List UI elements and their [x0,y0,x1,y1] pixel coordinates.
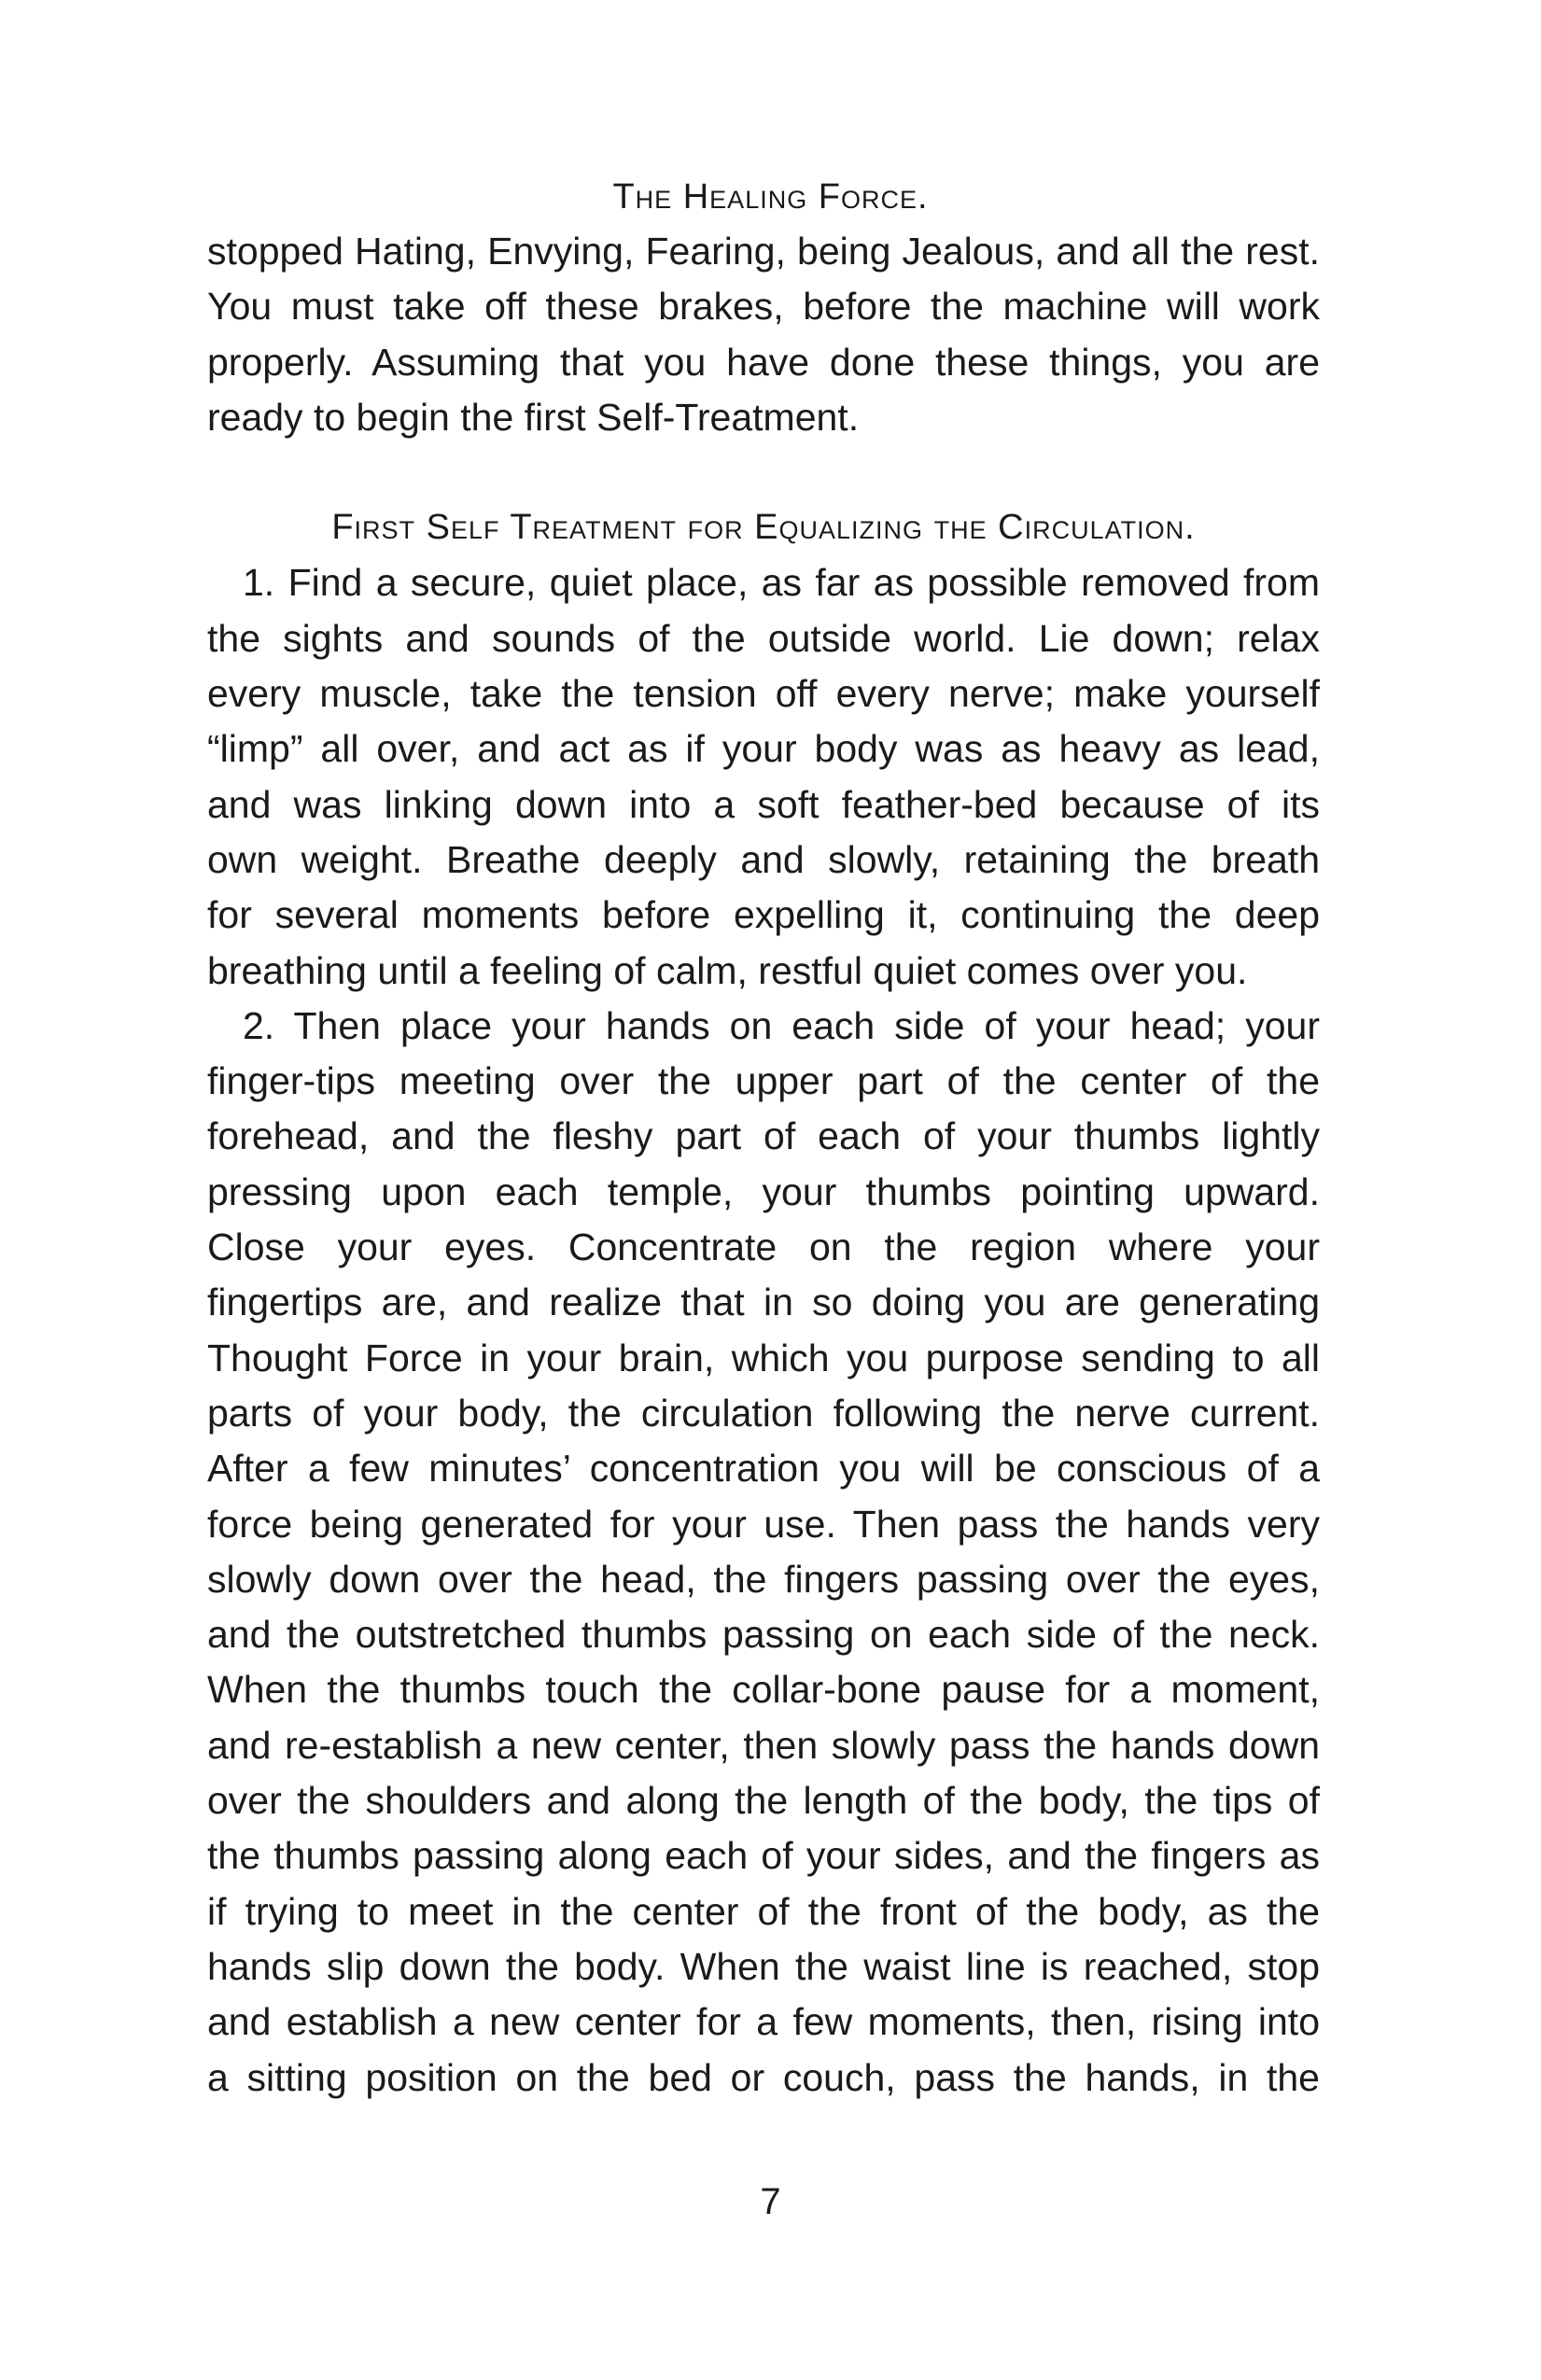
text-line: 1. Find a secure, quiet place, as far as possible removed from [243,561,1320,605]
page-number: 7 [760,2181,781,2222]
text-line: if trying to meet in the center of the front of the body, as the [207,1889,1320,1933]
text-line: “limp” all over, and act as if your body was as heavy as lead, [207,727,1320,771]
text-line: fingertips are, and realize that in so doing you are generating [207,1281,1320,1324]
text-line: You must take off these brakes, before the machine will work [207,285,1320,329]
text-line: the sights and sounds of the outside world. Lie down; relax [207,616,1320,660]
section-spacer [207,445,1320,500]
text-line: properly. Assuming that you have done these things, you are [207,340,1320,384]
text-line: the thumbs passing along each of your sides, and the fingers as [207,1834,1320,1878]
text-line: own weight. Breathe deeply and slowly, retaining the breath [207,837,1320,881]
body-text [207,224,1320,2106]
text-line: ready to begin the first Self-Treatment. [207,395,860,439]
text-line: After a few minutes’ concentration you will be conscious of a [207,1447,1320,1491]
text-line: over the shoulders and along the length of the body, the tips of [207,1779,1320,1823]
text-line: for several moments before expelling it, continuing the deep [207,893,1320,937]
step-1-paragraph [207,555,1320,998]
text-line: breathing until a feeling of calm, restful quiet comes over you. [207,948,1248,992]
text-line: and the outstretched thumbs passing on each side of the neck. [207,1613,1320,1657]
section-heading: First Self Treatment for Equalizing the Circulation. [331,508,1196,548]
text-line: every muscle, take the tension off every nerve; make yourself [207,672,1320,716]
text-line: force being generated for your use. Then pass the hands very [207,1502,1320,1546]
text-line: and was linking down into a soft feather-bed because of its [207,782,1320,826]
text-line: hands slip down the body. When the waist line is reached, stop [207,1944,1320,1988]
text-line: When the thumbs touch the collar-bone pause for a moment, [207,1668,1320,1712]
text-line: 2. Then place your hands on each side of your head; your [243,1003,1320,1047]
text-line: finger-tips meeting over the upper part of the center of the [207,1059,1320,1103]
text-line: stopped Hating, Envying, Fearing, being Jealous, and all the rest. [207,230,1320,273]
text-line: a sitting position on the bed or couch, pass the hands, in the [207,2055,1320,2099]
running-head: The Healing Force. [612,177,929,217]
text-line: slowly down over the head, the fingers passing over the eyes, [207,1557,1320,1601]
text-line: Close your eyes. Concentrate on the region where your [207,1225,1320,1269]
text-line: and establish a new center for a few moments, then, rising into [207,2000,1320,2044]
paragraph-continuation [207,224,1320,445]
text-line: parts of your body, the circulation following the nerve current. [207,1391,1320,1435]
text-line: Thought Force in your brain, which you purpose sending to all [207,1336,1320,1379]
text-line: forehead, and the fleshy part of each of your thumbs lightly [207,1114,1320,1158]
text-line: pressing upon each temple, your thumbs pointing upward. [207,1169,1320,1213]
step-2-paragraph [207,999,1320,2106]
text-line: and re-establish a new center, then slowly pass the hands down [207,1723,1320,1767]
